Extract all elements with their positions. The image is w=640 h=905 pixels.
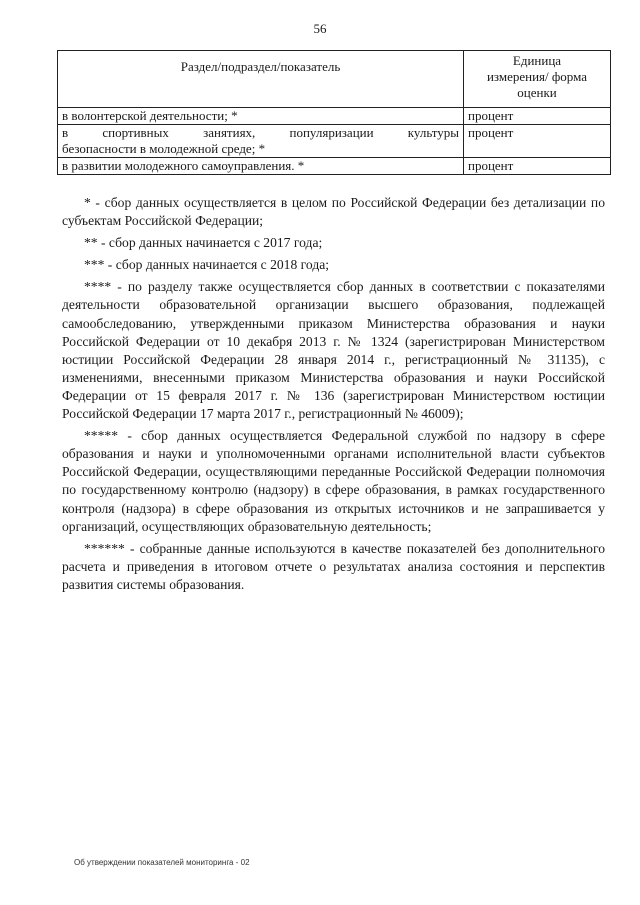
- page-number: 56: [313, 21, 327, 36]
- unit-cell: процент: [464, 125, 611, 158]
- table-row: [58, 158, 611, 175]
- footnote: ****** - собранные данные используются в качестве показателей без дополнительного расчета и приведения в итоговом отчете о результатах анализа состояния и перспектив развития системы образования.: [62, 540, 605, 592]
- indicator-cell: в развитии молодежного самоуправления. *: [58, 158, 464, 175]
- indicator-cell: [58, 125, 464, 158]
- footnote: **** - по разделу также осуществляется сбор данных в соответствии с показателями деятельности образовательной организации высшего образования, подлежащей самообследованию, утвержденными приказом Министерства образования и науки Российской Федерации от 10 декабря 2013 г. № 1324 (зарегистрирован Министерством юстиции Российской Федерации 28 января 2014 г., регистрационный № 31135), с изменениями, внесенными приказом Министерства образования и науки Российской Федерации от 15 февраля 2017 г. № 136 (зарегистрирован Министерством юстиции Российской Федерации 17 марта 2017 г., регистрационный № 46009);: [62, 279, 605, 422]
- table-row: [58, 125, 611, 158]
- document-footer: Об утверждении показателей мониторинга - 02: [74, 858, 250, 867]
- unit-cell: процент: [464, 108, 611, 125]
- table-row: [58, 108, 611, 125]
- header-unit-line: оценки: [517, 85, 557, 100]
- footnotes: [62, 194, 605, 598]
- header-unit-line: Единица: [512, 53, 562, 68]
- unit-cell: процент: [464, 158, 611, 175]
- header-unit-line: измерения/ форма: [486, 69, 588, 84]
- indicators-table: [57, 50, 611, 175]
- footnote: ** - сбор данных начинается с 2017 года;: [84, 235, 323, 251]
- footnote: ***** - сбор данных осуществляется Федеральной службой по надзору в сфере образования и науки и уполномоченными органами исполнительной власти субъектов Российской Федерации, осуществляющими переданные Российской Федерации полномочия по государственному контролю (надзору) в сфере образования, в рамках государственного контроля (надзора) в сфере образования из открытых источников и не запрашивается у организаций, осуществляющих образовательную деятельность;: [62, 428, 605, 534]
- indicator-line: в спортивных занятиях, популяризации культуры: [62, 125, 459, 140]
- indicator-cell: в волонтерской деятельности; *: [58, 108, 464, 125]
- header-unit: [464, 51, 611, 108]
- footnote: *** - сбор данных начинается с 2018 года;: [84, 257, 330, 273]
- indicator-line: безопасности в молодежной среде; *: [62, 141, 266, 156]
- table-header-row: [58, 51, 611, 108]
- footnote: * - сбор данных осуществляется в целом по Российской Федерации без детализации по субъектам Российской Федерации;: [62, 195, 605, 229]
- header-indicator: Раздел/подраздел/показатель: [58, 51, 464, 108]
